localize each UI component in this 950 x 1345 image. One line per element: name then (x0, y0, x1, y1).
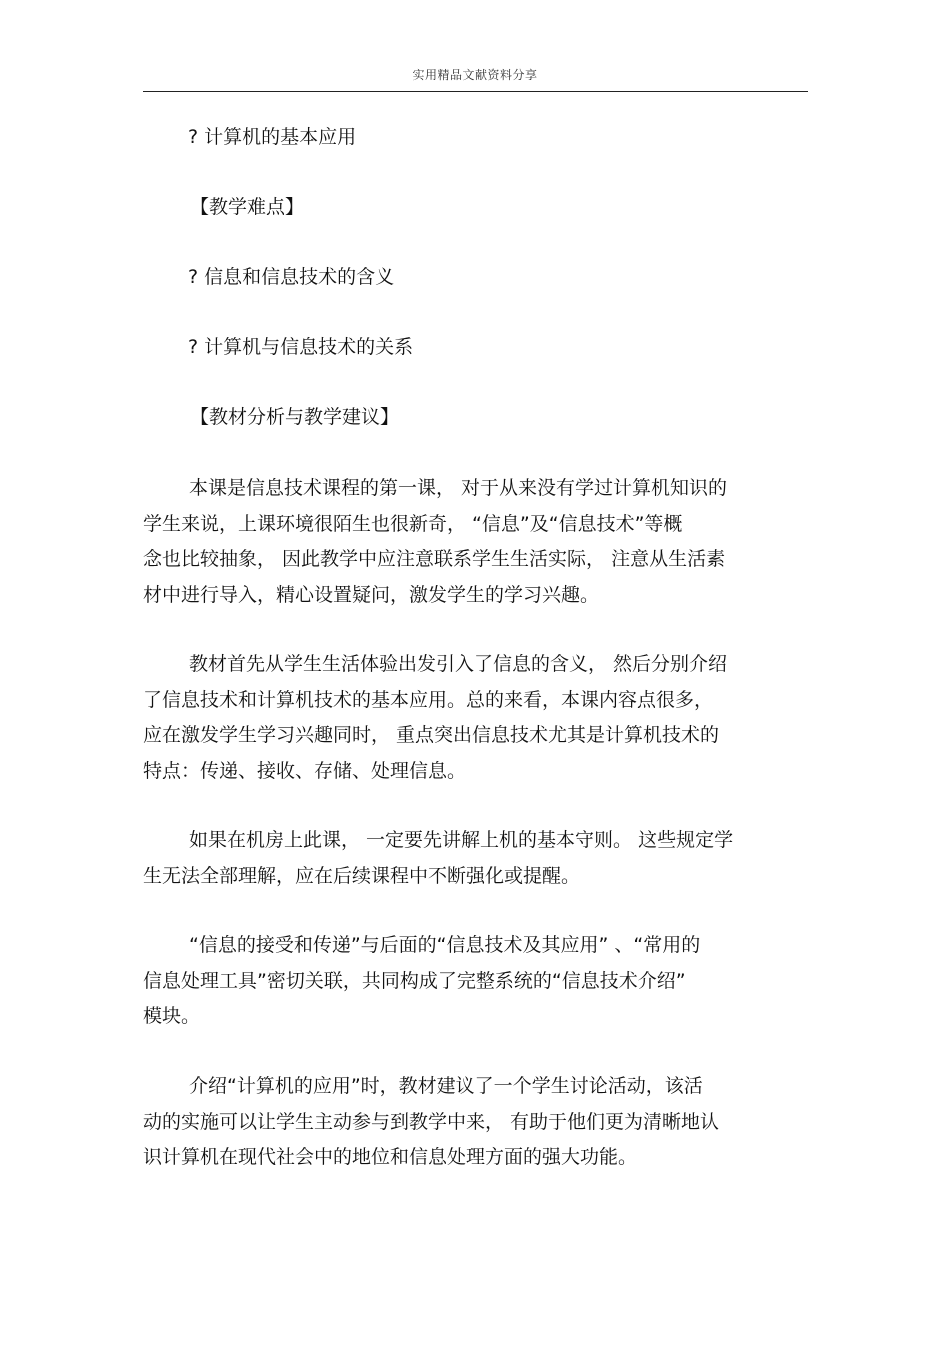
page-header: 实用精品文献资料分享 (412, 68, 538, 82)
section-heading-analysis: 【教材分析与教学建议】 (190, 406, 400, 428)
paragraph-line: “信息的接受和传递”与后面的“信息技术及其应用” 、“常用的 (189, 934, 701, 956)
paragraph-line: 动的实施可以让学生主动参与到教学中来， 有助于他们更为清晰地认 (143, 1110, 720, 1133)
paragraph-line: 了信息技术和计算机技术的基本应用。总的来看，本课内容点很多， (143, 688, 714, 711)
paragraph-line: 介绍“计算机的应用”时，教材建议了一个学生讨论活动，该活 (189, 1075, 703, 1097)
paragraph-line: 生无法全部理解，应在后续课程中不断强化或提醒。 (143, 864, 581, 887)
paragraph-line: 模块。 (143, 1005, 201, 1028)
bullet-information-meaning: ? 信息和信息技术的含义 (188, 266, 395, 288)
bullet-basic-application: ? 计算机的基本应用 (188, 126, 357, 148)
paragraph-line: 材中进行导入，精心设置疑问，激发学生的学习兴趣。 (143, 584, 600, 607)
paragraph-module-relation (143, 928, 808, 1035)
header-divider (143, 91, 808, 92)
paragraph-course-intro (143, 471, 808, 614)
paragraph-line: 识计算机在现代社会中的地位和信息处理方面的强大功能。 (143, 1146, 638, 1169)
paragraph-line: 如果在机房上此课， 一定要先讲解上机的基本守则。 这些规定学 (189, 829, 734, 851)
paragraph-line: 应在激发学生学习兴趣同时， 重点突出信息技术尤其是计算机技术的 (143, 724, 720, 747)
bullet-computer-relation: ? 计算机与信息技术的关系 (188, 336, 414, 358)
paragraph-line: 本课是信息技术课程的第一课， 对于从来没有学过计算机知识的 (189, 477, 728, 499)
paragraph-line: 信息处理工具”密切关联，共同构成了完整系统的“信息技术介绍” (143, 969, 686, 992)
section-heading-difficulty: 【教学难点】 (190, 196, 305, 218)
paragraph-line: 特点：传递、接收、存储、处理信息。 (143, 760, 467, 783)
paragraph-textbook-overview (143, 647, 808, 790)
paragraph-line: 学生来说，上课环境很陌生也很新奇， “信息”及“信息技术”等概 (143, 512, 683, 535)
paragraph-line: 念也比较抽象， 因此教学中应注意联系学生生活实际， 注意从生活素 (143, 548, 726, 571)
paragraph-computer-room (143, 823, 808, 894)
paragraph-line: 教材首先从学生生活体验出发引入了信息的含义， 然后分别介绍 (189, 653, 728, 675)
paragraph-discussion-activity (143, 1069, 808, 1176)
